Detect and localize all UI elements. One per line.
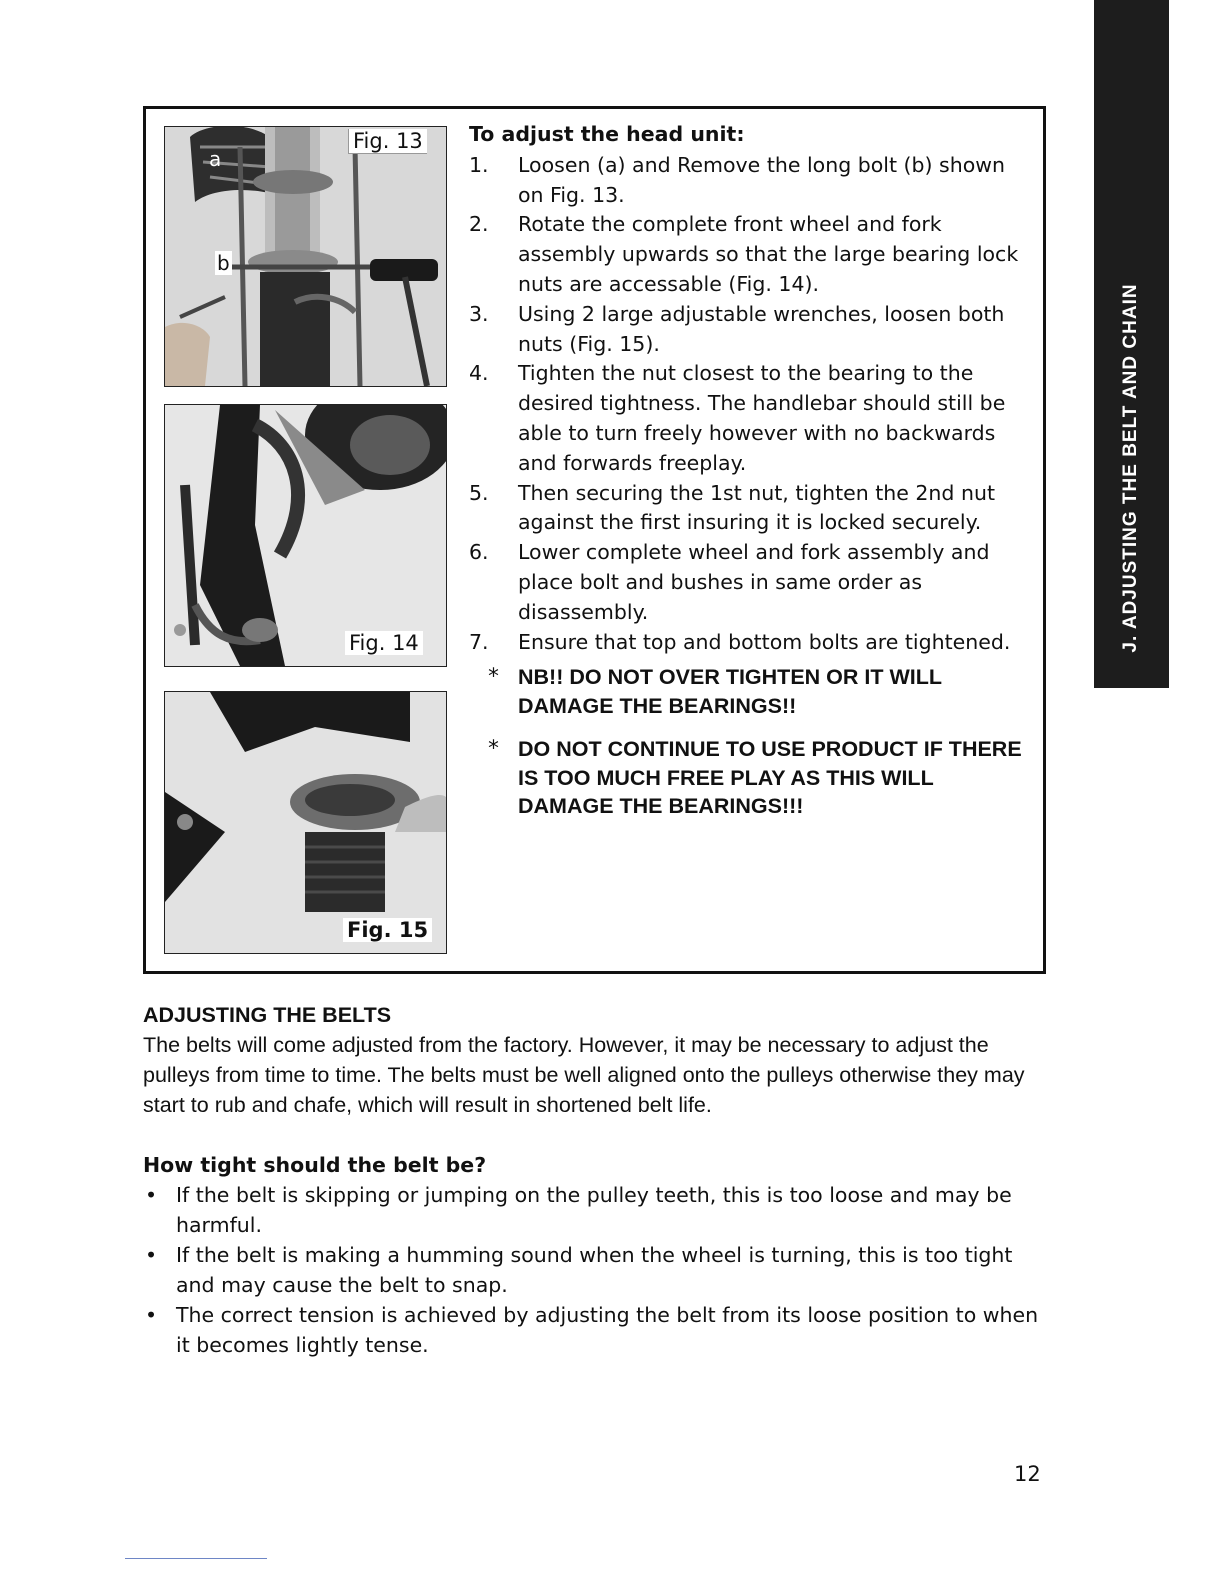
step-text: Ensure that top and bottom bolts are tightened. [518,629,1011,654]
step-number: 2. [469,212,489,237]
step-item [469,151,1034,211]
list-item [143,1240,1048,1300]
bullet-text: If the belt is skipping or jumping on the pulley teeth, this is too loose and may be harmful. [176,1183,1012,1237]
step-item [469,210,1034,299]
figure-13-label: Fig. 13 [348,129,427,154]
bullet-text: If the belt is making a humming sound when the wheel is turning, this is too tight and may cause the belt to snap. [176,1243,1013,1297]
step-text: Tighten the nut closest to the bearing to the desired tightness. The handlebar should still be able to turn freely however with no backwards and forwards freeplay. [518,361,1006,475]
warning-mark: * [488,736,499,762]
figure-13-photo [164,126,447,387]
warning-mark: * [488,664,499,690]
step-number: 6. [469,540,489,565]
step-text: Using 2 large adjustable wrenches, loosen both nuts (Fig. 15). [518,301,1005,356]
warnings [469,663,1034,821]
bullet-mark: • [145,1303,158,1327]
bullet-mark: • [145,1243,158,1267]
belt-tension-section [143,1150,1048,1360]
page-number: 12 [1014,1462,1041,1486]
list-item [143,1180,1048,1240]
figure-15-photo [164,691,447,954]
step-item [469,359,1034,478]
section-tab-label: J. ADJUSTING THE BELT AND CHAIN [1120,283,1141,653]
step-number: 1. [469,152,489,177]
adjusting-belts-heading: ADJUSTING THE BELTS [143,1003,392,1027]
fork-rotated-illustration [165,405,446,666]
step-number: 4. [469,361,489,386]
head-unit-steps [469,151,1034,658]
footer-divider [125,1558,267,1559]
adjusting-belts-section [143,1000,1048,1120]
callout-b: b [217,251,230,275]
step-text: Lower complete wheel and fork assembly and place bolt and bushes in same order as disassembly. [518,540,990,624]
step-number: 3. [469,301,489,326]
warning-item [469,663,1034,720]
bullet-text: The correct tension is achieved by adjusting the belt from its loose position to when it becomes lightly tense. [176,1303,1039,1357]
warning-item [469,735,1034,821]
fork-head-illustration [165,127,446,386]
section-side-tab [1094,0,1169,688]
head-unit-heading: To adjust the head unit: [469,122,745,146]
step-text: Then securing the 1st nut, tighten the 2nd nut against the first insuring it is locked securely. [518,480,995,535]
step-text: Loosen (a) and Remove the long bolt (b) shown on Fig. 13. [518,152,1006,207]
step-item [469,538,1034,627]
warning-text: NB!! DO NOT OVER TIGHTEN OR IT WILL DAMAGE THE BEARINGS!! [518,665,942,718]
callout-a: a [209,147,222,171]
list-item [143,1300,1048,1360]
step-text: Rotate the complete front wheel and fork assembly upwards so that the large bearing lock nuts are accessable (Fig. 14). [518,212,1019,296]
figure-14-photo [164,404,447,667]
warning-text: DO NOT CONTINUE TO USE PRODUCT IF THERE IS TOO MUCH FREE PLAY AS THIS WILL DAMAGE THE BEARINGS!!! [518,737,1022,819]
adjusting-belts-body: The belts will come adjusted from the factory. However, it may be necessary to adjust the pulleys from time to time. The belts must be well aligned onto the pulleys otherwise they may start to rub and chafe, which will result in shortened belt life. [143,1033,1025,1117]
step-number: 5. [469,480,489,505]
figure-15-label: Fig. 15 [343,918,432,942]
bullet-mark: • [145,1183,158,1207]
head-unit-instructions [469,120,1034,836]
belt-tension-heading: How tight should the belt be? [143,1153,487,1177]
step-item [469,479,1034,539]
step-item [469,628,1034,658]
belt-tension-list [143,1180,1048,1360]
bearing-nuts-illustration [165,692,446,953]
figure-14-label: Fig. 14 [345,631,423,655]
step-number: 7. [469,629,489,654]
step-item [469,300,1034,360]
